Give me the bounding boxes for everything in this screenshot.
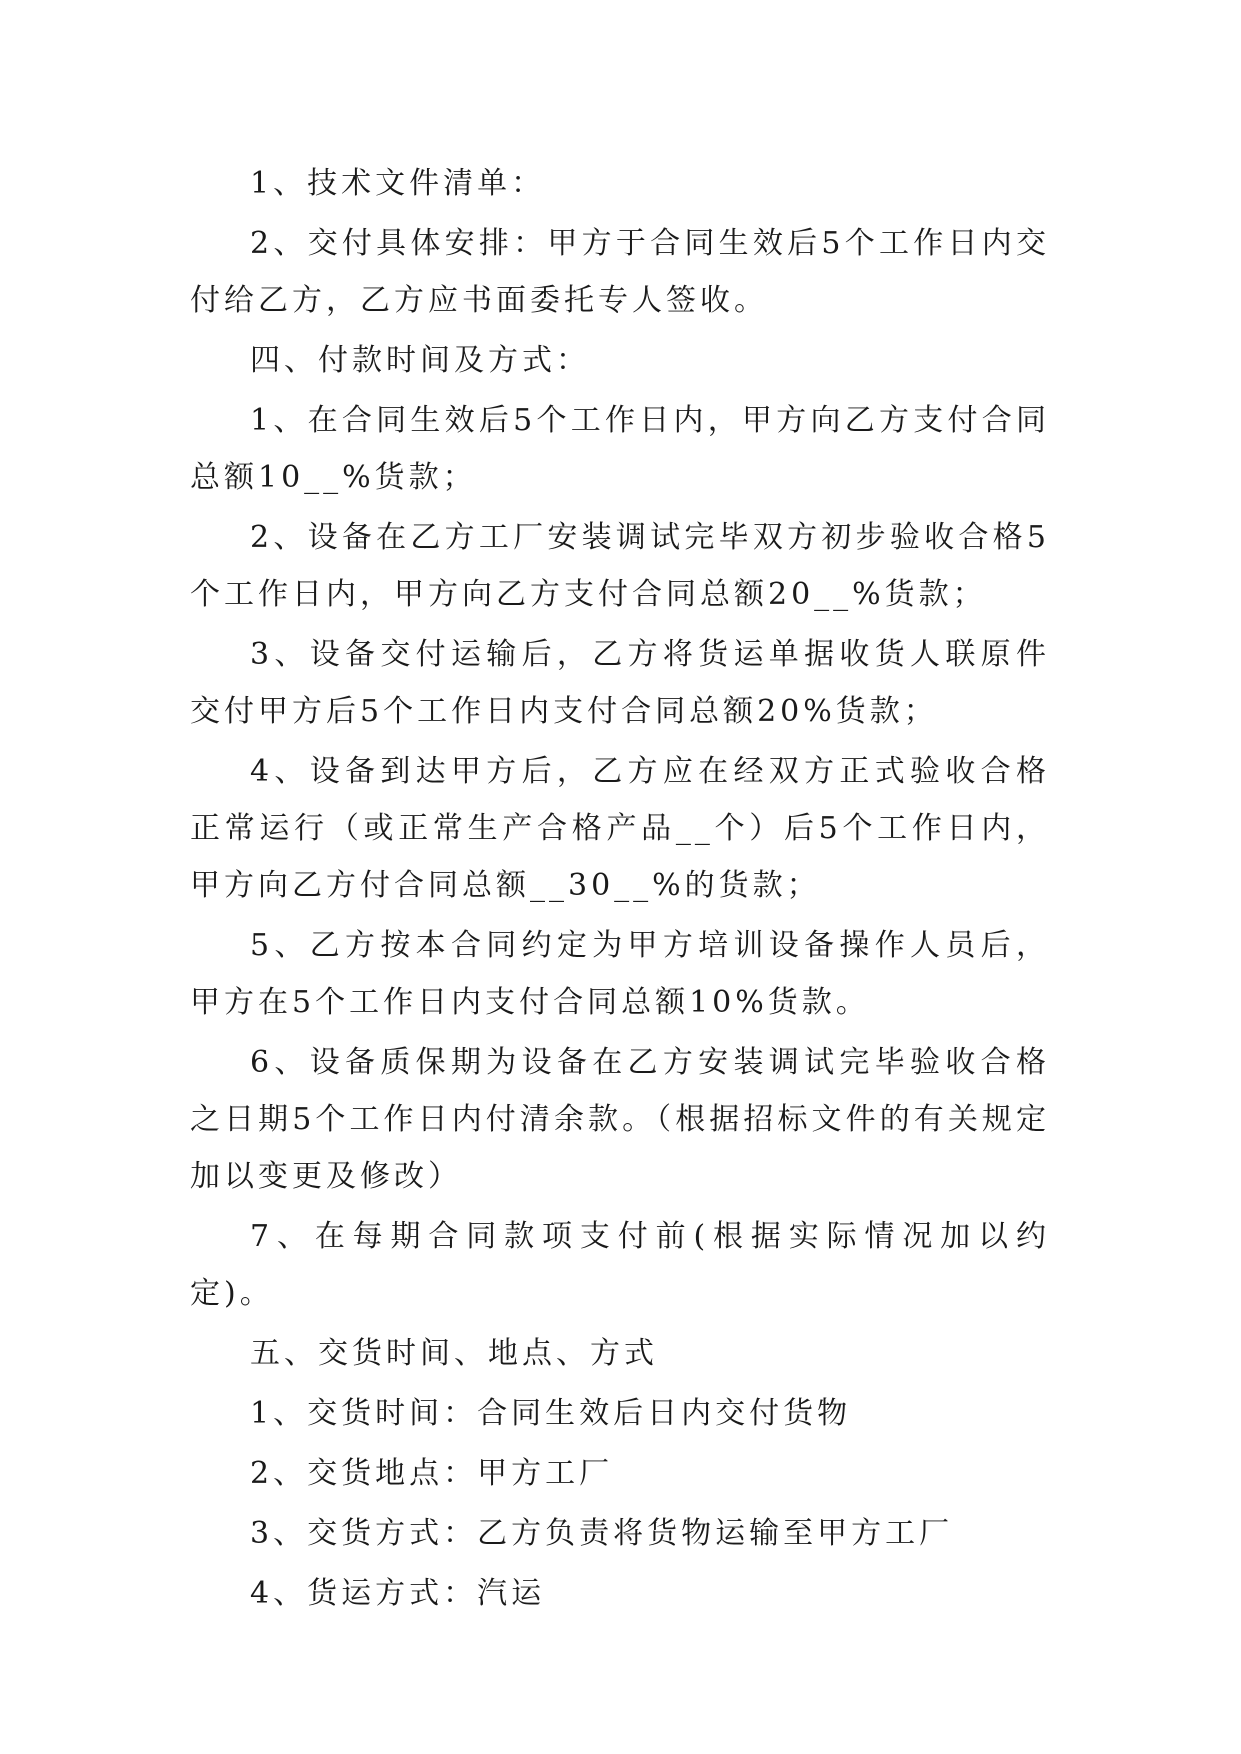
paragraph-delivery-place: 2、交货地点：甲方工厂 <box>250 1456 614 1491</box>
paragraph-delivery-method: 3、交货方式：乙方负责将货物运输至甲方工厂 <box>250 1516 954 1551</box>
paragraph-freight-method: 4、货运方式：汽运 <box>250 1576 546 1611</box>
document-body <box>190 155 1050 1625</box>
paragraph-payment-2: 2、设备在乙方工厂安装调试完毕双方初步验收合格5个工作日内，甲方向乙方支付合同总额20__%货款； <box>190 520 1050 612</box>
paragraph-delivery-time: 1、交货时间：合同生效后日内交付货物 <box>250 1396 852 1431</box>
paragraph-payment-7: 7、在每期合同款项支付前(根据实际情况加以约定)。 <box>190 1219 1050 1311</box>
paragraph-payment-5: 5、乙方按本合同约定为甲方培训设备操作人员后，甲方在5个工作日内支付合同总额10%货款。 <box>190 928 1050 1020</box>
paragraph-payment-1: 1、在合同生效后5个工作日内，甲方向乙方支付合同总额10__%货款； <box>190 403 1050 495</box>
paragraph-payment-3: 3、设备交付运输后，乙方将货运单据收货人联原件交付甲方后5个工作日内支付合同总额20%货款； <box>190 637 1050 729</box>
paragraph-tech-docs-list: 1、技术文件清单： <box>250 166 546 201</box>
paragraph-payment-4: 4、设备到达甲方后，乙方应在经双方正式验收合格正常运行（或正常生产合格产品__个）后5个工作日内，甲方向乙方付合同总额__30__%的货款； <box>190 754 1050 903</box>
paragraph-delivery-arrangement: 2、交付具体安排：甲方于合同生效后5个工作日内交付给乙方，乙方应书面委托专人签收。 <box>190 226 1050 318</box>
section-heading-payment: 四、付款时间及方式： <box>250 343 590 378</box>
section-heading-delivery: 五、交货时间、地点、方式 <box>250 1336 658 1371</box>
paragraph-payment-6: 6、设备质保期为设备在乙方安装调试完毕验收合格之日期5个工作日内付清余款。（根据招标文件的有关规定加以变更及修改） <box>190 1045 1050 1194</box>
